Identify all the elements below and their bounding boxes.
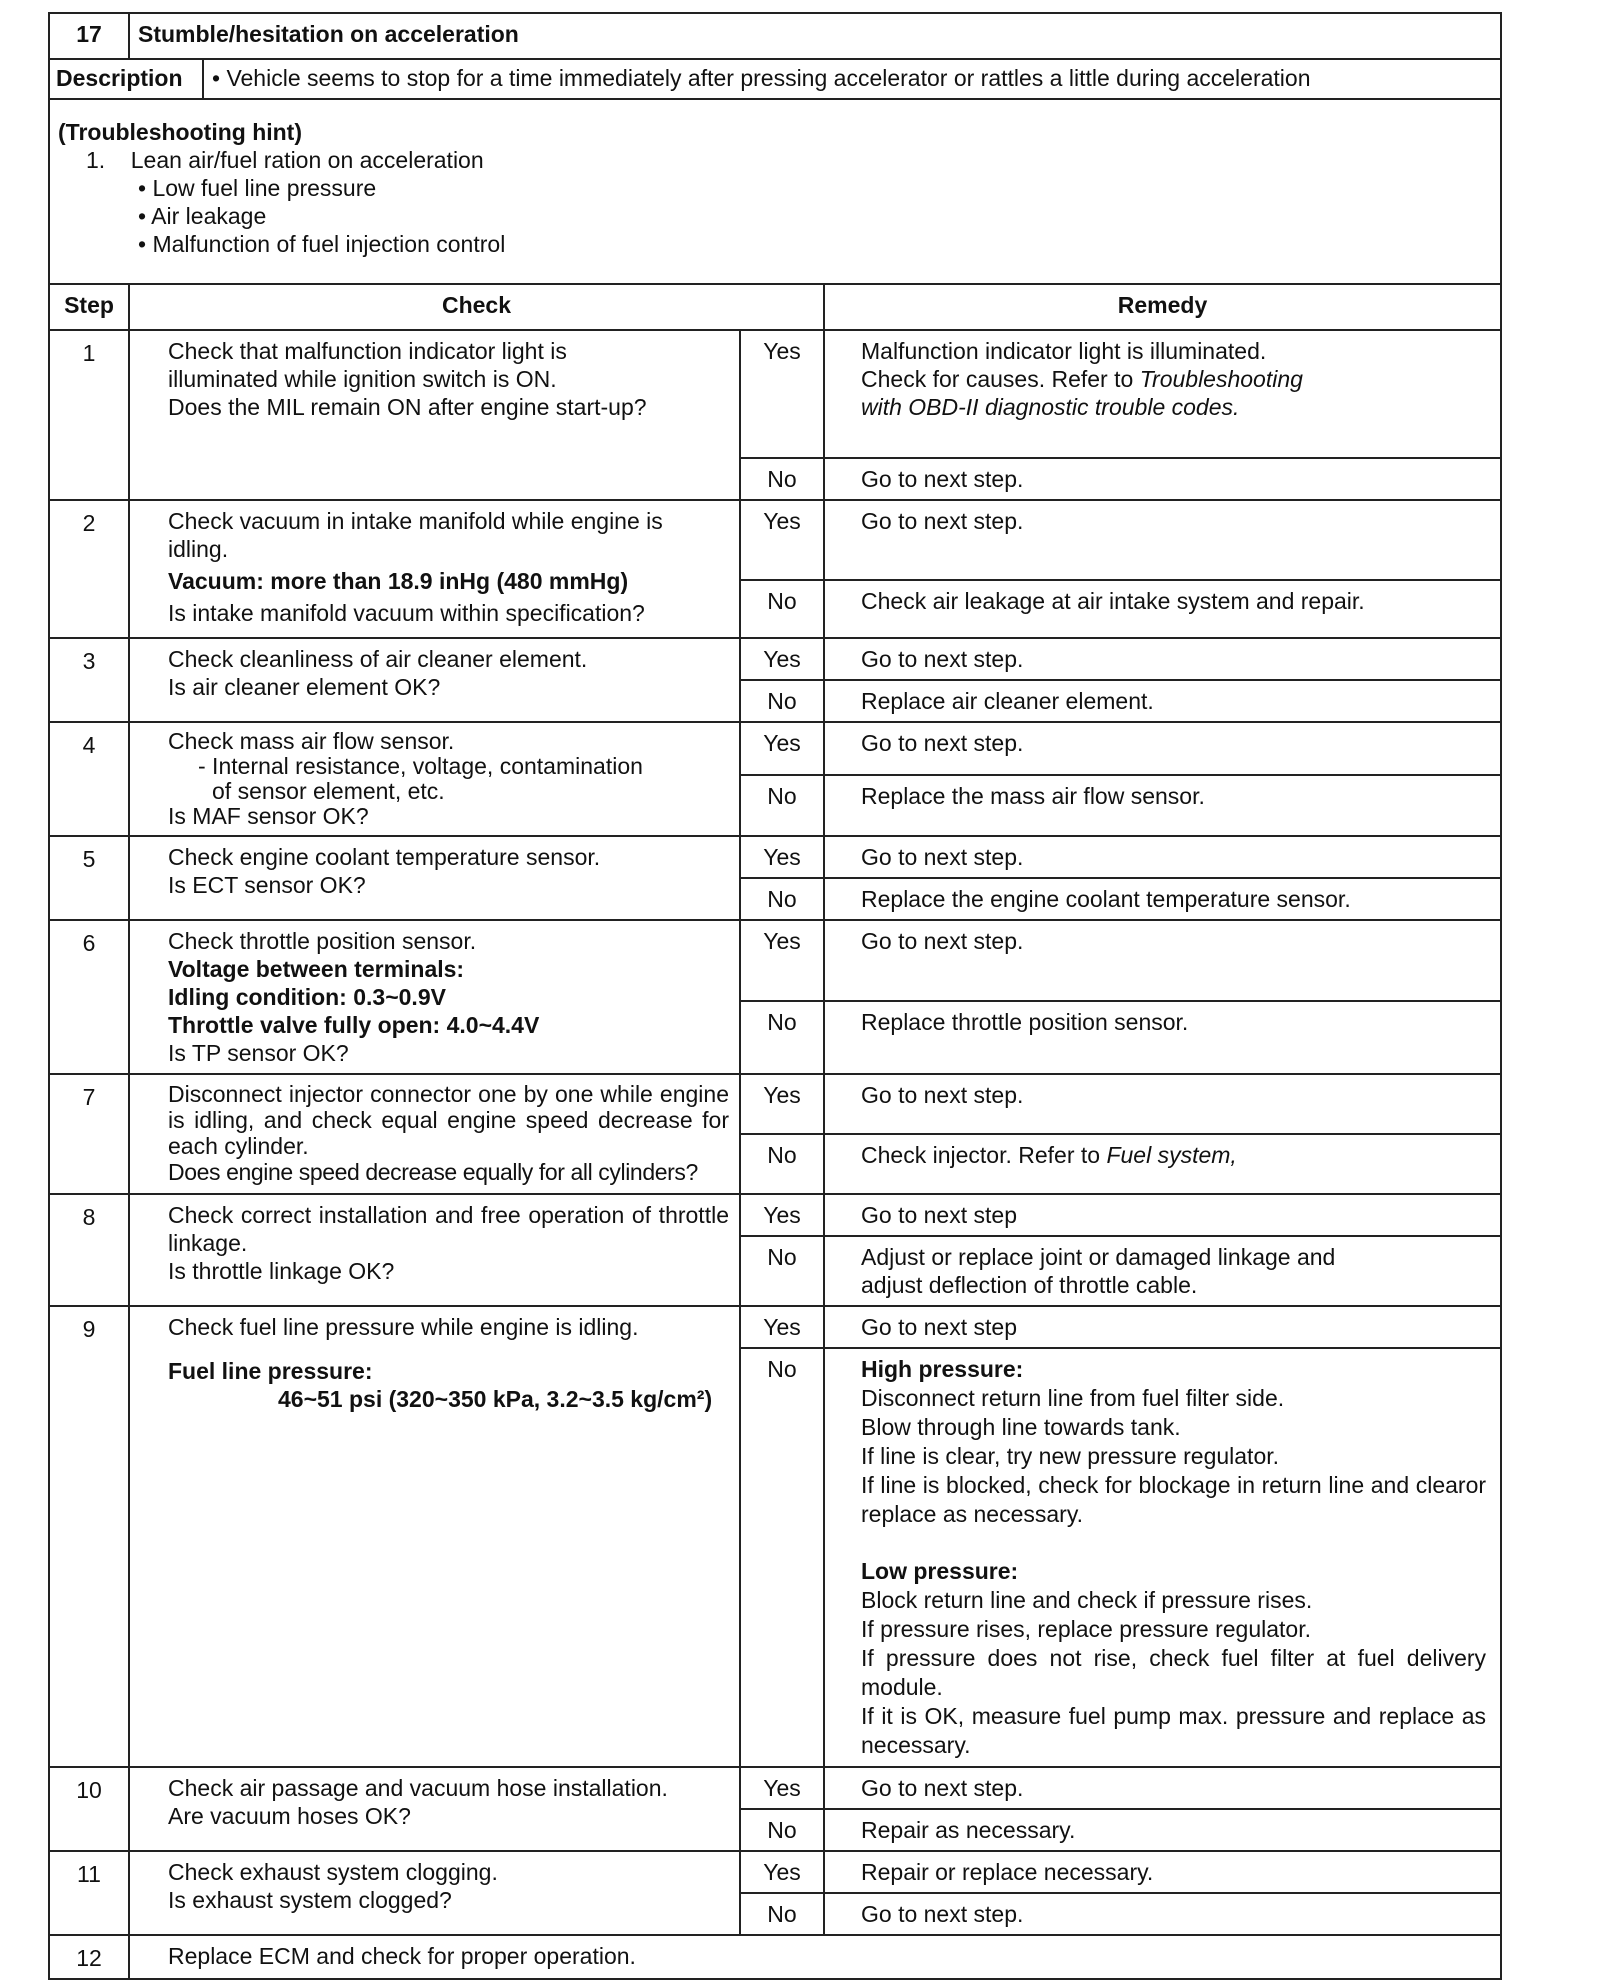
step-number: 7: [49, 1074, 129, 1194]
no-label: No: [740, 1348, 824, 1767]
reference-link: Troubleshooting: [1139, 366, 1303, 392]
check-spec: Vacuum: more than 18.9 inHg (480 mmHg): [168, 568, 629, 594]
yes-label: Yes: [740, 330, 824, 458]
step-number: 6: [49, 920, 129, 1074]
column-step: Step: [49, 284, 129, 330]
step-check: [129, 1074, 740, 1194]
check-spec: Idling condition: 0.3~0.9V: [168, 984, 446, 1010]
no-remedy: Replace air cleaner element.: [824, 680, 1501, 722]
yes-remedy: Go to next step.: [824, 500, 1501, 580]
remedy-heading: Low pressure:: [861, 1558, 1019, 1584]
step-check: [129, 330, 740, 500]
yes-remedy: Go to next step.: [824, 638, 1501, 680]
remedy-line: If pressure does not rise, check fuel filter at fuel delivery module.: [861, 1645, 1487, 1700]
step-number: 2: [49, 500, 129, 638]
yes-label: Yes: [740, 836, 824, 878]
no-label: No: [740, 680, 824, 722]
step-check: [129, 836, 740, 920]
hint-item-text: Lean air/fuel ration on acceleration: [130, 147, 484, 173]
no-remedy: Repair as necessary.: [824, 1809, 1501, 1851]
step-check: [129, 1194, 740, 1306]
check-line: illuminated while ignition switch is ON.: [168, 366, 557, 392]
yes-label: Yes: [740, 638, 824, 680]
check-question: Is exhaust system clogged?: [168, 1887, 452, 1913]
no-remedy: [824, 1134, 1501, 1194]
remedy-line: Check for causes. Refer to: [861, 366, 1140, 392]
no-remedy: Go to next step.: [824, 458, 1501, 500]
remedy-line: Blow through line towards tank.: [861, 1414, 1181, 1440]
check-line: Check cleanliness of air cleaner element.: [168, 646, 588, 672]
remedy-line: If line is clear, try new pressure regulator.: [861, 1443, 1280, 1469]
check-detail: - Internal resistance, voltage, contamination: [198, 753, 643, 779]
yes-remedy: Go to next step.: [824, 722, 1501, 775]
step-check: [129, 500, 740, 638]
check-line: Check engine coolant temperature sensor.: [168, 844, 601, 870]
yes-label: Yes: [740, 920, 824, 1001]
remedy-line: adjust deflection of throttle cable.: [861, 1272, 1198, 1298]
no-label: No: [740, 878, 824, 920]
step-check: [129, 722, 740, 836]
remedy-line: Check injector. Refer to: [861, 1142, 1107, 1168]
step-number: 12: [49, 1935, 129, 1979]
step-check: Replace ECM and check for proper operation.: [129, 1935, 1501, 1979]
check-line: Check correct installation and free operation of throttle linkage.: [168, 1202, 729, 1256]
troubleshooting-table: [48, 12, 1502, 1980]
check-question: Is TP sensor OK?: [168, 1040, 349, 1066]
check-question: Is ECT sensor OK?: [168, 872, 366, 898]
remedy-line: If line is blocked, check for blockage in return line and clearor replace as necessary.: [861, 1472, 1487, 1527]
yes-remedy: Go to next step: [824, 1306, 1501, 1348]
remedy-line: If it is OK, measure fuel pump max. pressure and replace as necessary.: [861, 1703, 1487, 1758]
check-line: Check that malfunction indicator light is: [168, 338, 567, 364]
no-label: No: [740, 1809, 824, 1851]
yes-label: Yes: [740, 1767, 824, 1809]
column-remedy: Remedy: [824, 284, 1501, 330]
no-remedy: Replace throttle position sensor.: [824, 1001, 1501, 1074]
remedy-line: Disconnect return line from fuel filter side.: [861, 1385, 1285, 1411]
yes-remedy: Go to next step.: [824, 1074, 1501, 1134]
check-line: Check throttle position sensor.: [168, 928, 477, 954]
no-remedy: Go to next step.: [824, 1893, 1501, 1935]
step-number: 8: [49, 1194, 129, 1306]
section-number: 17: [49, 13, 129, 59]
check-detail: of sensor element, etc.: [212, 778, 445, 804]
remedy-line: Adjust or replace joint or damaged linkage and: [861, 1244, 1336, 1270]
remedy-line: Block return line and check if pressure rises.: [861, 1587, 1313, 1613]
no-label: No: [740, 775, 824, 836]
no-label: No: [740, 458, 824, 500]
yes-label: Yes: [740, 1851, 824, 1893]
check-spec: Throttle valve fully open: 4.0~4.4V: [168, 1012, 540, 1038]
check-question: Does engine speed decrease equally for all cylinders?: [168, 1159, 698, 1185]
check-line: Check air passage and vacuum hose installation.: [168, 1775, 668, 1801]
step-number: 1: [49, 330, 129, 500]
check-spec-value: 46~51 psi (320~350 kPa, 3.2~3.5 kg/cm²): [278, 1386, 713, 1412]
hint-bullet: • Malfunction of fuel injection control: [138, 231, 506, 257]
step-check: [129, 1851, 740, 1935]
check-spec: Voltage between terminals:: [168, 956, 465, 982]
remedy-line: If pressure rises, replace pressure regulator.: [861, 1616, 1311, 1642]
hint-bullet: • Air leakage: [138, 203, 267, 229]
description-text: • Vehicle seems to stop for a time immediately after pressing accelerator or rattles a little during acceleration: [203, 59, 1501, 99]
description-label: Description: [49, 59, 203, 99]
no-remedy: Replace the mass air flow sensor.: [824, 775, 1501, 836]
step-number: 3: [49, 638, 129, 722]
no-label: No: [740, 1134, 824, 1194]
hint-bullet: • Low fuel line pressure: [138, 175, 377, 201]
check-line: Check exhaust system clogging.: [168, 1859, 498, 1885]
column-check: Check: [129, 284, 824, 330]
check-question: Are vacuum hoses OK?: [168, 1803, 411, 1829]
reference-link: with OBD-II diagnostic trouble codes.: [861, 394, 1240, 420]
check-question: Is intake manifold vacuum within specification?: [168, 600, 645, 626]
troubleshooting-sheet: [48, 12, 1500, 1980]
hint-title: (Troubleshooting hint): [58, 119, 303, 145]
check-line: Check mass air flow sensor.: [168, 728, 455, 754]
no-remedy: Replace the engine coolant temperature sensor.: [824, 878, 1501, 920]
check-spec: Fuel line pressure:: [168, 1358, 373, 1384]
yes-label: Yes: [740, 1194, 824, 1236]
no-remedy: [824, 1236, 1501, 1306]
step-check: [129, 920, 740, 1074]
hint-item-number: 1.: [86, 147, 106, 173]
yes-remedy: Go to next step.: [824, 920, 1501, 1001]
no-remedy: Check air leakage at air intake system and repair.: [824, 580, 1501, 638]
remedy-heading: High pressure:: [861, 1356, 1024, 1382]
yes-label: Yes: [740, 500, 824, 580]
section-title: Stumble/hesitation on acceleration: [129, 13, 1501, 59]
yes-label: Yes: [740, 1074, 824, 1134]
yes-remedy: Go to next step: [824, 1194, 1501, 1236]
check-question: Is throttle linkage OK?: [168, 1258, 395, 1284]
yes-label: Yes: [740, 722, 824, 775]
no-label: No: [740, 580, 824, 638]
troubleshooting-hint: [49, 99, 1501, 284]
remedy-line: Malfunction indicator light is illuminated.: [861, 338, 1267, 364]
check-question: Is air cleaner element OK?: [168, 674, 441, 700]
step-number: 11: [49, 1851, 129, 1935]
step-number: 10: [49, 1767, 129, 1851]
check-question: Is MAF sensor OK?: [168, 803, 369, 829]
check-line: Check vacuum in intake manifold while engine is idling.: [168, 508, 663, 562]
no-label: No: [740, 1236, 824, 1306]
check-line: Check fuel line pressure while engine is idling.: [168, 1314, 639, 1340]
no-label: No: [740, 1001, 824, 1074]
reference-link: Fuel system,: [1106, 1142, 1237, 1168]
yes-remedy: Go to next step.: [824, 1767, 1501, 1809]
step-number: 5: [49, 836, 129, 920]
step-check: [129, 1306, 740, 1767]
no-label: No: [740, 1893, 824, 1935]
hint-item: [58, 146, 1492, 174]
no-remedy: [824, 1348, 1501, 1767]
yes-remedy: [824, 330, 1501, 458]
step-check: [129, 1767, 740, 1851]
yes-label: Yes: [740, 1306, 824, 1348]
check-line: Disconnect injector connector one by one while engine is idling, and check equal engine speed decrease for each cylinder.: [168, 1081, 729, 1159]
yes-remedy: Go to next step.: [824, 836, 1501, 878]
step-number: 4: [49, 722, 129, 836]
yes-remedy: Repair or replace necessary.: [824, 1851, 1501, 1893]
check-line: Does the MIL remain ON after engine start-up?: [168, 394, 647, 420]
step-number: 9: [49, 1306, 129, 1767]
step-check: [129, 638, 740, 722]
